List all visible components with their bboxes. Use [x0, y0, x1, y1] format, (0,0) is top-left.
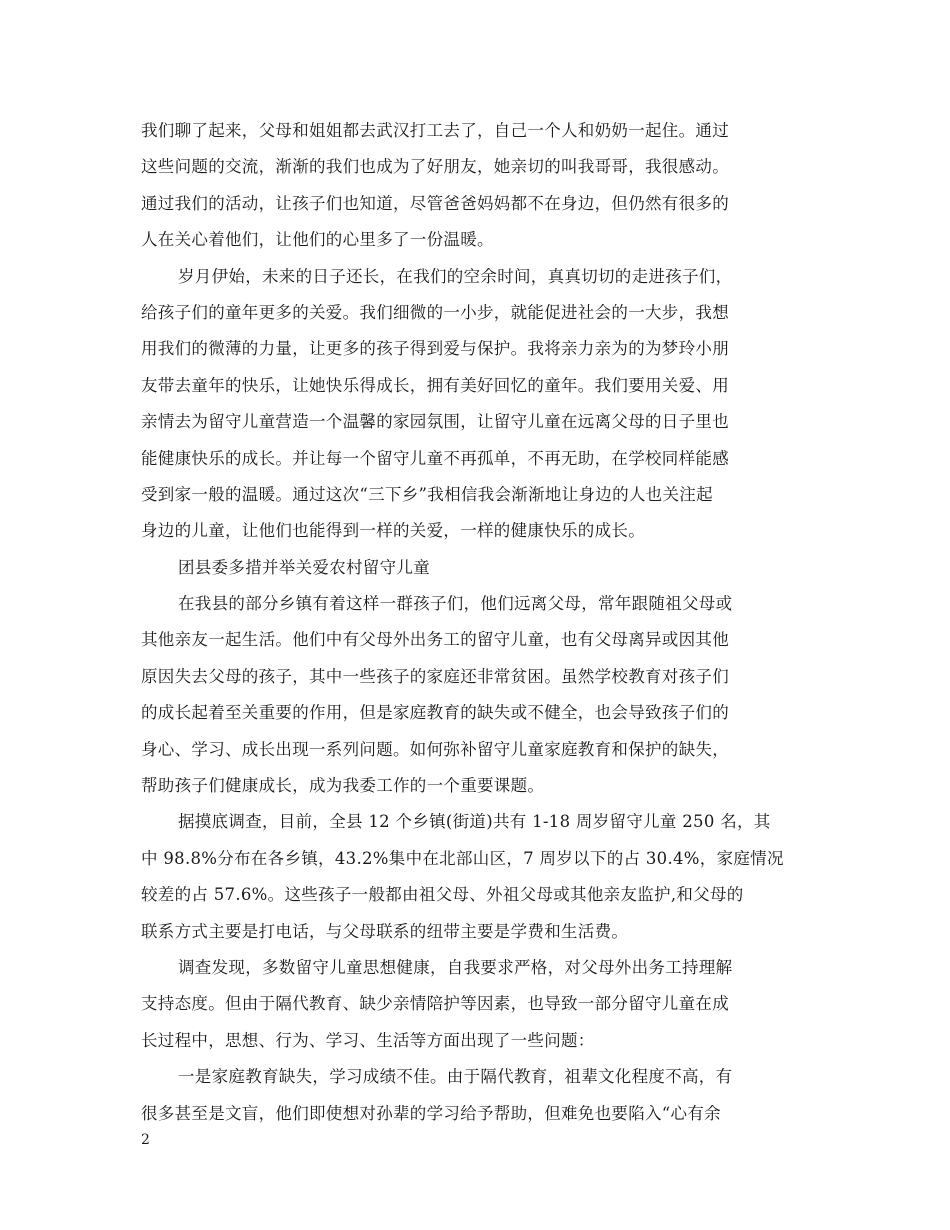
text-line: 能健康快乐的成长。并让每一个留守儿童不再孤单，不再无助，在学校同样能感: [141, 448, 729, 468]
text-line: 团县委多措并举关爱农村留守儿童: [178, 557, 430, 577]
text-line: 调查发现，多数留守儿童思想健康，自我要求严格，对父母外出务工持理解: [178, 957, 733, 977]
text-line: 一是家庭教育缺失，学习成绩不佳。由于隔代教育，祖辈文化程度不高，有: [178, 1067, 733, 1087]
text-line: 联系方式主要是打电话，与父母联系的纽带主要是学费和生活费。: [141, 921, 629, 941]
text-line: 友带去童年的快乐，让她快乐得成长，拥有美好回忆的童年。我们要用关爱、用: [141, 375, 729, 395]
text-line: 受到家一般的温暖。通过这次“三下乡”我相信我会渐渐地让身边的人也关注起: [141, 484, 713, 504]
text-line: 原因失去父母的孩子，其中一些孩子的家庭还非常贫困。虽然学校教育对孩子们: [141, 666, 729, 686]
text-line: 用我们的微薄的力量，让更多的孩子得到爱与保护。我将亲力亲为的为梦玲小朋: [141, 339, 729, 359]
text-line: 在我县的部分乡镇有着这样一群孩子们，他们远离父母，常年跟随祖父母或: [178, 594, 733, 614]
text-line: 我们聊了起来，父母和姐姐都去武汉打工去了，自己一个人和奶奶一起住。通过: [141, 121, 729, 140]
text-line: 通过我们的活动，让孩子们也知道，尽管爸爸妈妈都不在身边，但仍然有很多的: [141, 193, 729, 213]
text-line: 这些问题的交流，渐渐的我们也成为了好朋友，她亲切的叫我哥哥，我很感动。: [141, 157, 729, 177]
text-line: 帮助孩子们健康成长，成为我委工作的一个重要课题。: [141, 776, 545, 796]
text-line: 长过程中，思想、行为、学习、生活等方面出现了一些问题：: [141, 1030, 595, 1050]
text-line: 岁月伊始，未来的日子还长，在我们的空余时间，真真切切的走进孩子们，: [178, 266, 733, 286]
text-line: 支持态度。但由于隔代教育、缺少亲情陪护等因素，也导致一部分留守儿童在成: [141, 994, 729, 1014]
text-line: 身心、学习、成长出现一系列问题。如何弥补留守儿童家庭教育和保护的缺失，: [141, 739, 729, 759]
text-line: 很多甚至是文盲，他们即使想对孙辈的学习给予帮助，但难免也要陷入“心有余: [141, 1103, 721, 1123]
document-body: [141, 113, 811, 1132]
text-line: 中 98.8%分布在各乡镇，43.2%集中在北部山区，7 周岁以下的占 30.4%，家庭情况: [141, 848, 784, 868]
text-line: 据摸底调查，目前，全县 12 个乡镇(街道)共有 1-18 周岁留守儿童 250 名，其: [178, 812, 771, 832]
text-line: 其他亲友一起生活。他们中有父母外出务工的留守儿童，也有父母离异或因其他: [141, 630, 729, 650]
text-line: 亲情去为留守儿童营造一个温馨的家园氛围，让留守儿童在远离父母的日子里也: [141, 412, 729, 432]
page-number: 2: [141, 1132, 150, 1148]
text-line: 身边的儿童，让他们也能得到一样的关爱，一样的健康快乐的成长。: [141, 521, 645, 541]
text-line: 给孩子们的童年更多的关爱。我们细微的一小步，就能促进社会的一大步，我想: [141, 302, 729, 322]
text-line: 较差的占 57.6%。这些孩子一般都由祖父母、外祖父母或其他亲友监护,和父母的: [141, 885, 744, 905]
text-line: 的成长起着至关重要的作用，但是家庭教育的缺失或不健全，也会导致孩子们的: [141, 703, 729, 723]
text-line: 人在关心着他们，让他们的心里多了一份温暖。: [141, 230, 494, 250]
